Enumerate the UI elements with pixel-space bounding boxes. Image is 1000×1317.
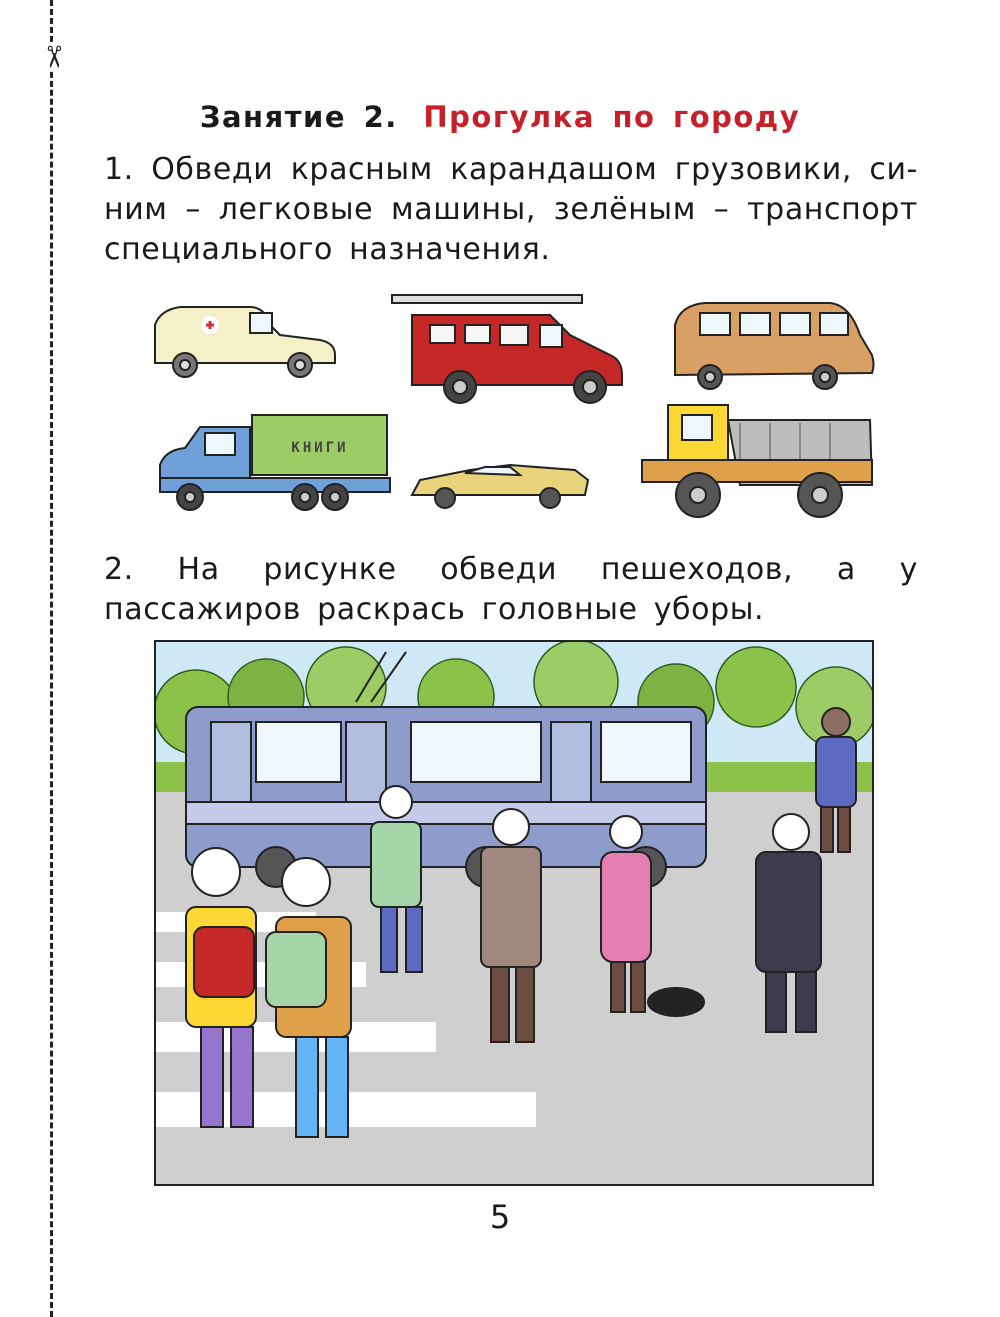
dog bbox=[648, 988, 704, 1016]
lesson-number: Занятие 2. bbox=[199, 100, 398, 134]
street-scene-illustration bbox=[154, 640, 874, 1186]
cut-line bbox=[50, 0, 53, 1317]
book-truck-illustration bbox=[160, 415, 390, 510]
lesson-topic: Прогулка по городу bbox=[423, 100, 801, 134]
page-number: 5 bbox=[489, 1198, 511, 1236]
sports-car-illustration bbox=[412, 465, 588, 508]
scissors-icon: ✂ bbox=[35, 44, 71, 70]
ambulance-illustration bbox=[155, 307, 335, 377]
minivan-illustration bbox=[675, 303, 874, 389]
dump-truck-illustration bbox=[642, 405, 872, 517]
task-2-text: 2. На рисунке обведи пешеходов, а у пассажиров раскрась головные уборы. bbox=[104, 552, 918, 627]
vehicles-illustration bbox=[130, 285, 890, 535]
fire-truck-illustration bbox=[392, 295, 622, 403]
lesson-heading bbox=[0, 100, 1000, 134]
task-1-text: 1. Обведи красным карандашом грузовики, си-ним – легковые машины, зелёным – транспорт специального назначения. bbox=[104, 152, 918, 267]
truck-cargo-label: КНИГИ bbox=[291, 440, 349, 456]
